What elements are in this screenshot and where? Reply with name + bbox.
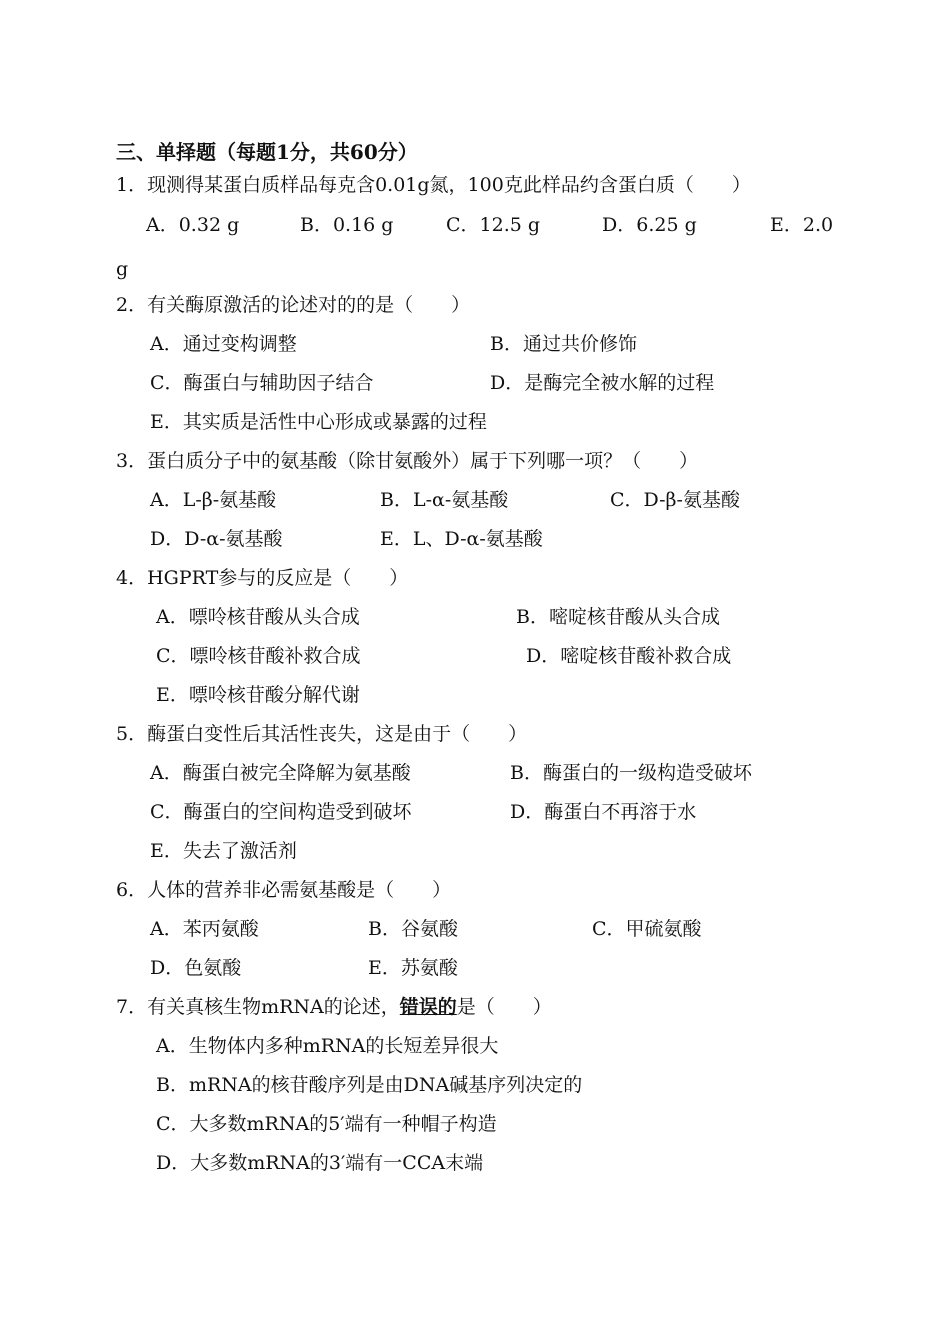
- q5-option-d: D．酶蛋白不再溶于水: [510, 801, 697, 823]
- q4-option-a: A．嘌呤核苷酸从头合成: [156, 606, 360, 628]
- q2-option-d: D．是酶完全被水解的过程: [490, 372, 715, 394]
- q4-option-c: C．嘌呤核苷酸补救合成: [156, 645, 361, 667]
- q5-option-b: B．酶蛋白的一级构造受破坏: [510, 762, 752, 784]
- q6-option-e: E．苏氨酸: [368, 957, 458, 979]
- q1-option-b: B．0.16 g: [300, 214, 394, 236]
- q7-stem-after: 是（ ）: [456, 996, 552, 1018]
- question-6-stem: 6．人体的营养非必需氨基酸是（ ）: [116, 879, 452, 901]
- q1-option-e: E．2.0: [770, 214, 834, 236]
- q7-stem-emphasis: 错误的: [399, 996, 457, 1018]
- q7-option-d: D．大多数mRNA的3′端有一CCA末端: [156, 1152, 484, 1174]
- q4-option-e: E．嘌呤核苷酸分解代谢: [156, 684, 360, 706]
- q7-stem-before: 7．有关真核生物mRNA的论述，: [116, 996, 400, 1018]
- q4-option-d: D．嘧啶核苷酸补救合成: [526, 645, 732, 667]
- question-3-stem: 3．蛋白质分子中的氨基酸（除甘氨酸外）属于下列哪一项？（ ）: [116, 450, 699, 472]
- question-7-stem: [116, 995, 552, 1019]
- q2-option-e: E．其实质是活性中心形成或暴露的过程: [150, 411, 487, 433]
- question-2-stem: 2．有关酶原激活的论述对的的是（ ）: [116, 294, 471, 316]
- q5-option-a: A．酶蛋白被完全降解为氨基酸: [150, 762, 411, 784]
- q6-option-a: A．苯丙氨酸: [150, 918, 259, 940]
- q5-option-c: C．酶蛋白的空间构造受到破坏: [150, 801, 412, 823]
- q3-option-c: C．D-β-氨基酸: [610, 489, 740, 511]
- question-4-stem: 4．HGPRT参与的反应是（ ）: [116, 567, 409, 589]
- q2-option-c: C．酶蛋白与辅助因子结合: [150, 372, 374, 394]
- q7-option-a: A．生物体内多种mRNA的长短差异很大: [156, 1035, 499, 1057]
- q6-option-c: C．甲硫氨酸: [592, 918, 702, 940]
- q7-option-b: B．mRNA的核苷酸序列是由DNA碱基序列决定的: [156, 1074, 583, 1096]
- q7-option-c: C．大多数mRNA的5′端有一种帽子构造: [156, 1113, 497, 1135]
- question-5-stem: 5．酶蛋白变性后其活性丧失，这是由于（ ）: [116, 723, 528, 745]
- q3-option-b: B．L-α-氨基酸: [380, 489, 509, 511]
- q2-option-a: A．通过变构调整: [150, 333, 297, 355]
- q2-option-b: B．通过共价修饰: [490, 333, 637, 355]
- q3-option-e: E．L、D-α-氨基酸: [380, 528, 543, 550]
- q6-option-d: D．色氨酸: [150, 957, 242, 979]
- section-heading: 三、单择题（每题1分，共60分）: [116, 140, 418, 164]
- question-1-stem: 1．现测得某蛋白质样品每克含0.01g氮，100克此样品约含蛋白质（ ）: [116, 174, 751, 196]
- q1-option-a: A．0.32 g: [146, 214, 240, 236]
- q5-option-e: E．失去了激活剂: [150, 840, 297, 862]
- q3-option-a: A．L-β-氨基酸: [150, 489, 277, 511]
- q4-option-b: B．嘧啶核苷酸从头合成: [516, 606, 720, 628]
- q1-option-d: D．6.25 g: [602, 214, 697, 236]
- q1-option-e-unit: g: [116, 258, 129, 280]
- q6-option-b: B．谷氨酸: [368, 918, 458, 940]
- q3-option-d: D．D-α-氨基酸: [150, 528, 283, 550]
- q1-option-c: C．12.5 g: [446, 214, 541, 236]
